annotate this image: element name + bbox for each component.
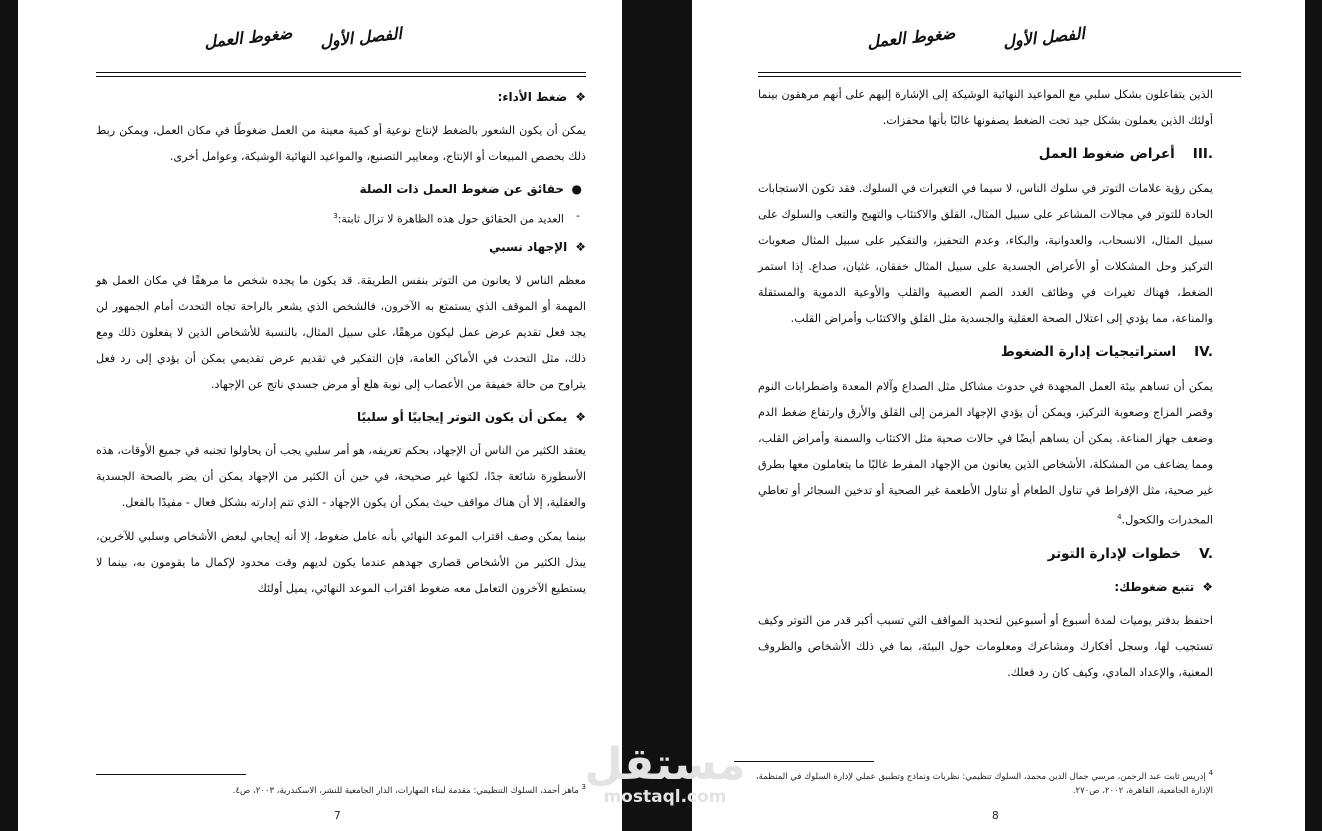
dash-item-text: العديد من الحقائق حول هذه الظاهرة لا تزال ثابتة: bbox=[337, 212, 564, 226]
page-number: 7 bbox=[334, 810, 341, 822]
paragraph bbox=[758, 608, 1213, 686]
footnote bbox=[96, 780, 586, 798]
paragraph-text: معظم الناس لا يعانون من التوتر بنفس الطريقة. قد يكون ما يجده شخص ما مرهقًا في مكان العمل هو المهمة أو الموقف الذي يستمتع به الآخرون، فالشخص الذي يشعر بالراحة تجاه التحدث أمام الجمهور لن يجد فعل تقديم عرض عمل ليكون مرهقًا، على سبيل المثال، بالنسبة للأشخاص الذين لا يفعلون ذلك ومع ذلك، مثل التحدث في الأماكن العامة، فإن التفكير في تقديم عرض تقديمي يمكن أن يؤدي إلى رد فعل يتراوح من حالة خفيفة من الأعصاب إلى نوبة هلع أو مرض جسدي ناتج عن الإجهاد. bbox=[96, 273, 586, 391]
paragraph-text: يمكن أن تساهم بيئة العمل المجهدة في حدوث مشاكل مثل الصداع وآلام المعدة واضطرابات النوم وقصر المزاج وصعوبة التركيز، ويمكن أن يؤدي الإجهاد المزمن إلى القلق والأرق وارتفاع ضغط الدم وضعف جهاز المناعة. يمكن أن يساهم أيضًا في حالات صحية مثل الاكتئاب والسمنة وأمراض القلب، ومما يضاعف من المشكلة، الأشخاص الذين يعانون من الإجهاد المفرط غالبًا ما يتعاملون معها بطرق غير صحية، مثل الإفراط في تناول الطعام أو تناول الأطعمة غير الصحية أو تدخين السجائر أو تعاطي المخدرات والكحول. bbox=[758, 380, 1213, 527]
page-body bbox=[96, 82, 586, 610]
subheading bbox=[96, 406, 586, 428]
section-title: استراتيجيات إدارة الضغوط bbox=[1000, 344, 1177, 360]
paragraph-text: احتفظ بدفتر يوميات لمدة أسبوع أو أسبوعين لتحديد المواقف التي تسبب أكبر قدر من التوتر وكيف تستجيب لها، وسجل أفكارك ومشاعرك ومعلومات حول البيئة، بما في ذلك الأشخاص والظروف المعنية، والإعداد المادي، وكيف كان رد فعلك. bbox=[758, 613, 1213, 679]
dash-bullet-icon: - bbox=[576, 209, 580, 222]
footnote-number: 4 bbox=[1208, 769, 1213, 777]
watermark-latin: mostaql.com bbox=[603, 787, 727, 807]
page-gutter-right bbox=[1305, 0, 1322, 831]
watermark-arabic: مستقل bbox=[584, 739, 746, 790]
paragraph-text: يمكن أن يكون الشعور بالضغط لإنتاج نوعية أو كمية معينة من العمل ضغوطًا في مكان العمل، ويمكن ربط ذلك بحصص المبيعات أو الإنتاج، ومعايير التصنيع، والمواعيد النهائية الوشيكة، وعوامل أخرى. bbox=[96, 124, 586, 163]
subheading bbox=[96, 86, 586, 108]
bullet-heading-text: حقائق عن ضغوط العمل ذات الصلة bbox=[359, 182, 564, 196]
page-gutter-middle bbox=[622, 0, 692, 831]
page-header bbox=[18, 22, 622, 62]
header-chapter: الفصل الأول bbox=[319, 23, 403, 52]
paragraph-text: يعتقد الكثير من الناس أن الإجهاد، بحكم تعريفه، هو أمر سلبي يجب أن يحاولوا تجنبه في جميع الأوقات، هذه الأسطورة شائعة جدًا، لكنها غير صحيحة، في حين أن الكثير من الإجهاد يمكن أن يضر بالصحة الجسدية والعقلية، إلا أن هناك مواقف حيث يمكن أن يكون الإجهاد - الذي تتم إدارته بشكل فعال - مفيدًا بالفعل. bbox=[96, 443, 586, 509]
subheading-text: يمكن أن يكون التوتر إيجابيًا أو سلبيًا bbox=[356, 409, 568, 424]
section-heading bbox=[758, 340, 1213, 364]
paragraph bbox=[758, 374, 1213, 534]
section-title: خطوات لإدارة التوتر bbox=[1047, 545, 1182, 562]
paragraph bbox=[96, 438, 586, 516]
paragraph bbox=[96, 268, 586, 398]
document-page-8 bbox=[692, 0, 1305, 831]
dash-item bbox=[96, 206, 586, 230]
header-chapter: الفصل الأول bbox=[1002, 23, 1086, 52]
paragraph bbox=[96, 118, 586, 170]
footnote-rule bbox=[734, 761, 874, 762]
paragraph-text: الذين يتفاعلون بشكل سلبي مع المواعيد النهائية الوشيكة إلى الإشارة إليهم على أنهم مرهقون بينما أولئك الذين يعملون بشكل جيد تحت الضغط يصفونها غالبًا بأنها محفزات. bbox=[758, 88, 1213, 127]
dot-bullet-icon: ● bbox=[571, 182, 582, 196]
subheading-text: ضغط الأداء: bbox=[497, 90, 568, 104]
section-number: IV. bbox=[1194, 344, 1213, 360]
page-number: 8 bbox=[992, 810, 999, 822]
footnote-ref: 3 bbox=[333, 212, 338, 220]
subheading-text: الإجهاد نسبي bbox=[489, 239, 568, 254]
page-gutter-left bbox=[0, 0, 18, 831]
paragraph-text: يمكن رؤية علامات التوتر في سلوك الناس، لا سيما في التغيرات في السلوك. فقد تكون الاستجابات الحادة للتوتر في مجالات المشاعر على سبيل المثال، القلق والاكتئاب والتهيج والتعب والسلوك على سبيل المثال، الانسحاب، والعدوانية، والبكاء، وعدم التحفيز، والتفكير على سبيل المثال صعوبات التركيز وحل المشكلات أو الأعراض الجسدية على سبيل المثال خفقان، غثيان، صداع. إذا استمر الضغط، فهناك تغيرات في وظائف الغدد الصم العصبية والقلب والأوعية الدموية والمستقلة والمناعة، مما يؤدي إلى اعتلال الصحة العقلية والجسدية مثل القلق والاكتئاب وأمراض القلب. bbox=[758, 182, 1213, 325]
paragraph bbox=[96, 524, 586, 602]
section-heading bbox=[758, 142, 1213, 166]
paragraph-text: بينما يمكن وصف اقتراب الموعد النهائي بأنه عامل ضغوط، إلا أنه إيجابي لبعض الأشخاص وسلبي للآخرين، يبذل الكثير من الأشخاص قصارى جهدهم عندما يكون لديهم وقت محدود لإكمال ما يقومون به، بينما لا يستطيع الآخرون التعامل معه ضغوط اقتراب الموعد النهائي، يميل أولئك bbox=[96, 529, 586, 595]
footnote-number: 3 bbox=[581, 783, 586, 791]
subheading bbox=[758, 576, 1213, 598]
diamond-bullet-icon: ❖ bbox=[575, 90, 586, 104]
bullet-heading bbox=[96, 178, 586, 200]
paragraph bbox=[758, 82, 1213, 134]
section-number: III. bbox=[1192, 146, 1213, 162]
paragraph bbox=[758, 176, 1213, 332]
diamond-bullet-icon: ❖ bbox=[1202, 579, 1213, 594]
footnote-text: إدريس ثابت عبد الرحمن، مرسي جمال الدين محمد، السلوك تنظيمي: نظريات ونماذج وتطبيق عملي لإدارة السلوك في المنظمة، الإدارة الجامعية، القاهرة، ٢٠٠٢، ص٢٧٠. bbox=[755, 771, 1213, 796]
diamond-bullet-icon: ❖ bbox=[575, 409, 586, 424]
section-heading bbox=[758, 542, 1213, 566]
footnote-rule bbox=[96, 774, 246, 775]
page-body bbox=[758, 82, 1213, 694]
diamond-bullet-icon: ❖ bbox=[575, 239, 586, 254]
header-rule bbox=[758, 72, 1241, 77]
header-topic: ضغوط العمل bbox=[202, 23, 293, 52]
footnote-text: ماهر أحمد، السلوك التنظيمي: مقدمة لبناء المهارات، الدار الجامعية للنشر، الاسكندرية، ٢٠٠٣، ص٤. bbox=[232, 785, 579, 796]
subheading-text: تتبع ضغوطك: bbox=[1114, 579, 1195, 594]
document-page-7 bbox=[18, 0, 622, 831]
footnote-ref: 4 bbox=[1117, 513, 1122, 521]
header-rule bbox=[96, 72, 586, 77]
subheading bbox=[96, 236, 586, 258]
footnote bbox=[733, 766, 1213, 798]
section-number: V. bbox=[1199, 545, 1213, 562]
page-header bbox=[692, 22, 1305, 62]
header-topic: ضغوط العمل bbox=[865, 23, 956, 52]
section-title: أعراض ضغوط العمل bbox=[1038, 146, 1175, 162]
